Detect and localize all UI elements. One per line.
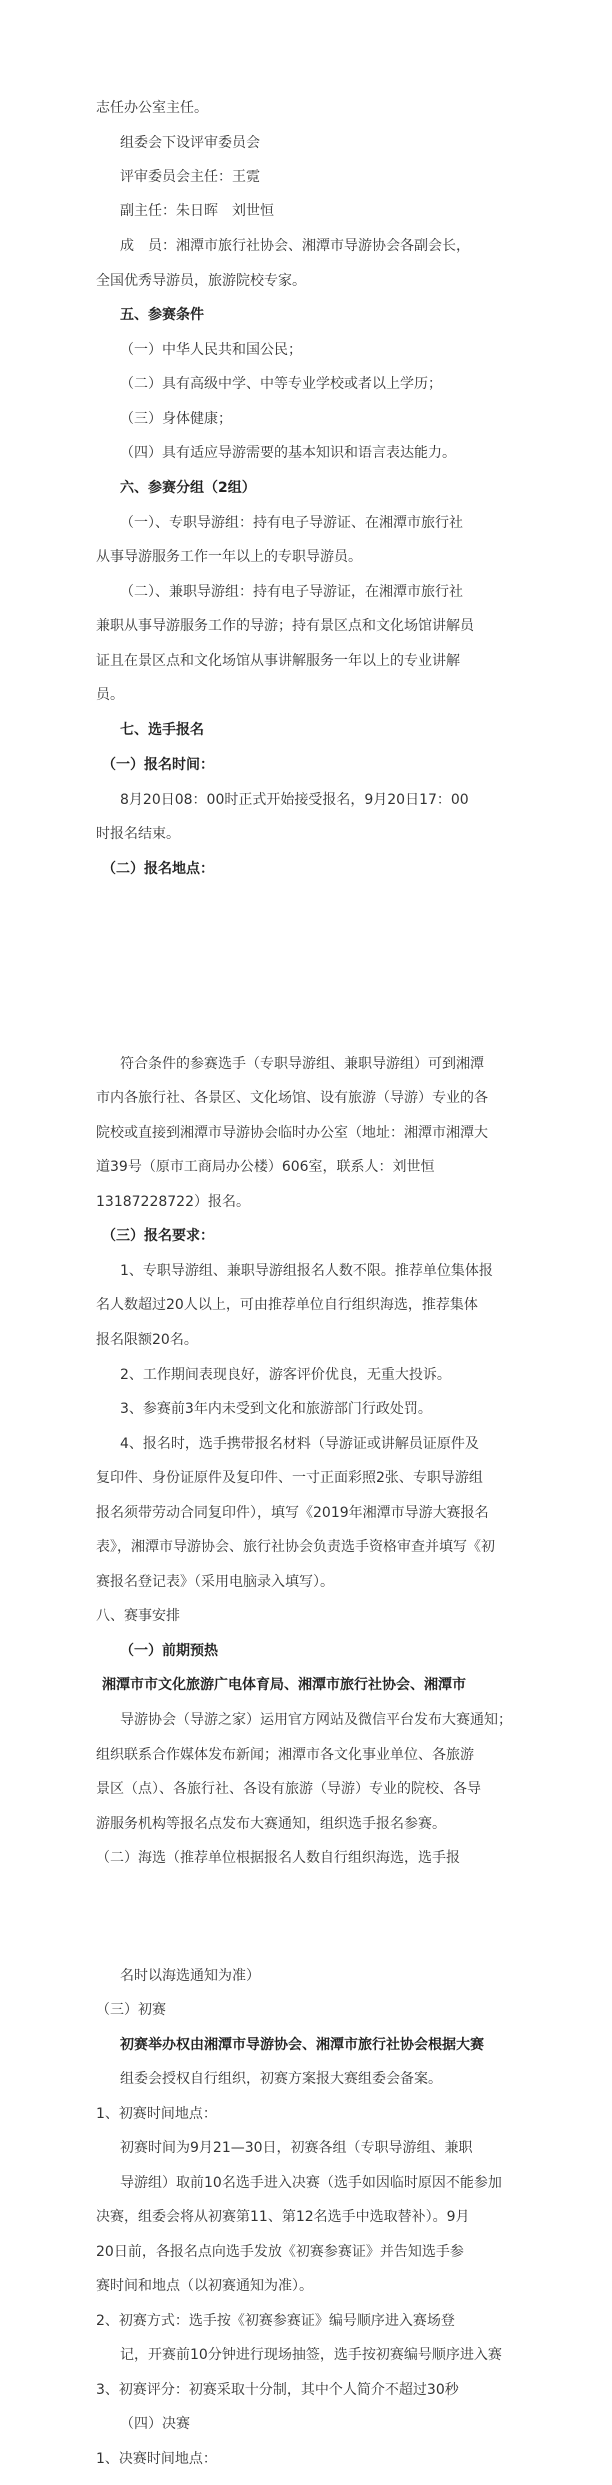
text-line: （三）初赛 — [96, 2002, 166, 2018]
text-line: 符合条件的参赛选手（专职导游组、兼职导游组）可到湘潭 — [120, 1056, 484, 1072]
text-line: （二）海选（推荐单位根据报名人数自行组织海选，选手报 — [96, 1850, 460, 1866]
text-line: 组委会授权自行组织，初赛方案报大赛组委会备案。 — [120, 2071, 442, 2087]
subsection-heading: （三）报名要求： — [102, 1228, 214, 1244]
text-line: 名人数超过20人以上，可由推荐单位自行组织海选，推荐集体 — [96, 1297, 478, 1313]
text-line: 评审委员会主任：王霓 — [120, 169, 260, 185]
text-line: 时报名结束。 — [96, 826, 180, 842]
text-line: 导游组）取前10名选手进入决赛（选手如因临时原因不能参加 — [120, 2175, 502, 2191]
subsection-heading: 湘潭市市文化旅游广电体育局、湘潭市旅行社协会、湘潭市 — [102, 1677, 466, 1693]
text-line: 市内各旅行社、各景区、文化场馆、设有旅游（导游）专业的各 — [96, 1090, 488, 1106]
text-line: 组委会下设评审委员会 — [120, 135, 260, 151]
text-line: 13187228722）报名。 — [96, 1194, 250, 1210]
text-line: 2、初赛方式：选手按《初赛参赛证》编号顺序进入赛场登 — [96, 2313, 455, 2329]
text-line: 3、初赛评分：初赛采取十分制，其中个人简介不超过30秒 — [96, 2382, 459, 2398]
text-line: （四）具有适应导游需要的基本知识和语言表达能力。 — [120, 445, 456, 461]
text-line: 报名限额20名。 — [96, 1332, 198, 1348]
text-line: 副主任：朱日晖 刘世恒 — [120, 203, 274, 219]
text-line: 成 员：湘潭市旅行社协会、湘潭市导游协会各副会长， — [120, 238, 470, 254]
section-heading: 七、选手报名 — [120, 722, 204, 738]
text-line: 20日前，各报名点向选手发放《初赛参赛证》并告知选手参 — [96, 2244, 464, 2260]
text-line: 赛报名登记表》（采用电脑录入填写）。 — [96, 1574, 334, 1590]
text-line: 初赛时间为9月21—30日，初赛各组（专职导游组、兼职 — [120, 2140, 473, 2156]
text-line: 从事导游服务工作一年以上的专职导游员。 — [96, 549, 362, 565]
text-line: 1、决赛时间地点： — [96, 2451, 217, 2467]
text-line: 志任办公室主任。 — [96, 100, 208, 116]
text-line: 证且在景区点和文化场馆从事讲解服务一年以上的专业讲解 — [96, 653, 460, 669]
text-line: 员。 — [96, 687, 124, 703]
text-line: 记，开赛前10分钟进行现场抽签，选手按初赛编号顺序进入赛 — [120, 2347, 502, 2363]
text-line: 赛时间和地点（以初赛通知为准）。 — [96, 2278, 313, 2294]
text-line: 院校或直接到湘潭市导游协会临时办公室（地址：湘潭市湘潭大 — [96, 1125, 488, 1141]
text-line: 兼职从事导游服务工作的导游；持有景区点和文化场馆讲解员 — [96, 618, 474, 634]
subsection-heading: 初赛举办权由湘潭市导游协会、湘潭市旅行社协会根据大赛 — [120, 2037, 484, 2053]
text-line: （二）具有高级中学、中等专业学校或者以上学历； — [120, 376, 442, 392]
text-line: 八、赛事安排 — [96, 1608, 180, 1624]
text-line: （三）身体健康； — [120, 411, 232, 427]
text-line: 4、报名时，选手携带报名材料（导游证或讲解员证原件及 — [120, 1436, 479, 1452]
text-line: 游服务机构等报名点发布大赛通知，组织选手报名参赛。 — [96, 1816, 446, 1832]
subsection-heading: （二）报名地点： — [102, 861, 214, 877]
text-line: （一）、专职导游组：持有电子导游证、在湘潭市旅行社 — [120, 515, 463, 531]
text-line: （二）、兼职导游组：持有电子导游证，在湘潭市旅行社 — [120, 584, 463, 600]
text-line: （四）决赛 — [120, 2416, 190, 2432]
text-line: 报名须带劳动合同复印件），填写《2019年湘潭市导游大赛报名 — [96, 1505, 489, 1521]
text-line: 景区（点）、各旅行社、各设有旅游（导游）专业的院校、各导 — [96, 1781, 481, 1797]
text-line: 2、工作期间表现良好，游客评价优良，无重大投诉。 — [120, 1367, 451, 1383]
text-line: 表》，湘潭市导游协会、旅行社协会负责选手资格审查并填写《初 — [96, 1539, 495, 1555]
subsection-heading: （一）报名时间： — [102, 757, 214, 773]
text-line: 8月20日08：00时正式开始接受报名，9月20日17：00 — [120, 792, 469, 808]
section-heading: 六、参赛分组（2组） — [120, 480, 256, 496]
text-line: 名时以海选通知为准） — [120, 1968, 260, 1984]
text-line: 组织联系合作媒体发布新闻；湘潭市各文化事业单位、各旅游 — [96, 1747, 474, 1763]
text-line: 复印件、身份证原件及复印件、一寸正面彩照2张、专职导游组 — [96, 1470, 483, 1486]
text-line: 1、专职导游组、兼职导游组报名人数不限。推荐单位集体报 — [120, 1263, 493, 1279]
text-line: 3、参赛前3年内未受到文化和旅游部门行政处罚。 — [120, 1401, 432, 1417]
text-line: 决赛，组委会将从初赛第11、第12名选手中选取替补）。9月 — [96, 2209, 470, 2225]
text-line: 导游协会（导游之家）运用官方网站及微信平台发布大赛通知； — [120, 1712, 512, 1728]
section-heading: （一）前期预热 — [120, 1643, 218, 1659]
text-line: 全国优秀导游员，旅游院校专家。 — [96, 273, 306, 289]
text-line: 1、初赛时间地点： — [96, 2106, 217, 2122]
section-heading: 五、参赛条件 — [120, 307, 204, 323]
text-line: （一）中华人民共和国公民； — [120, 342, 302, 358]
text-line: 道39号（原市工商局办公楼）606室，联系人：刘世恒 — [96, 1159, 435, 1175]
